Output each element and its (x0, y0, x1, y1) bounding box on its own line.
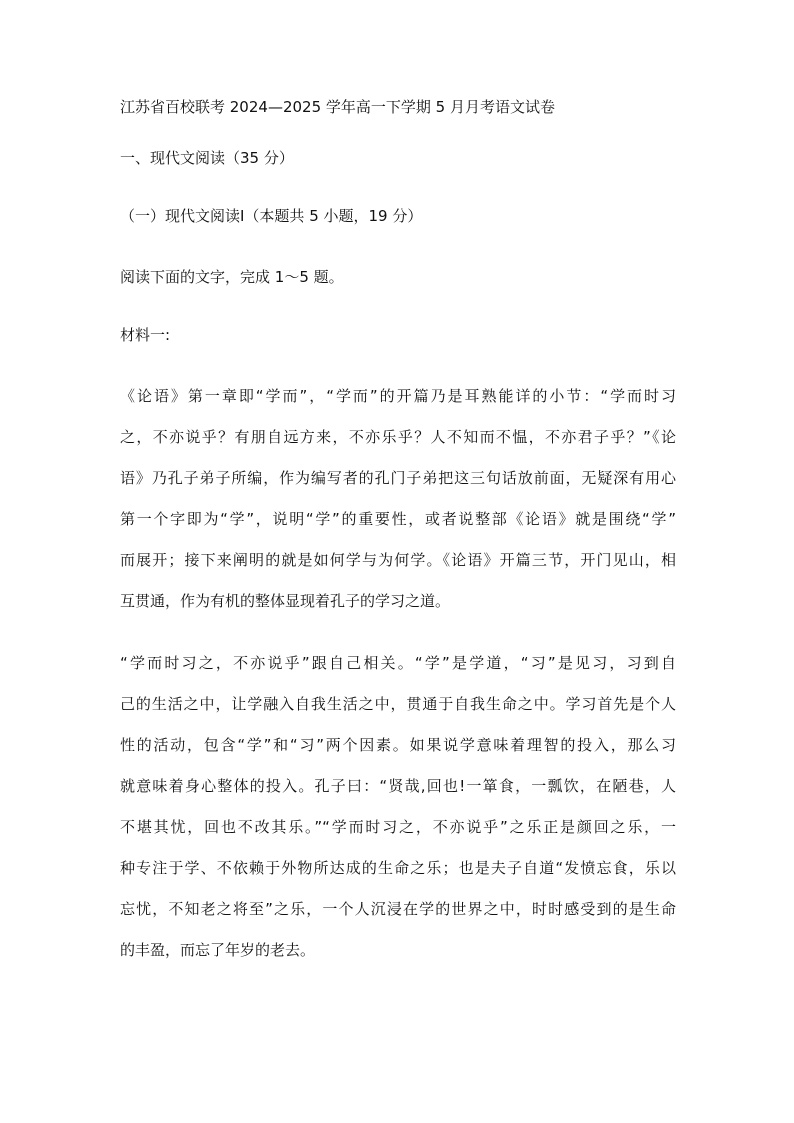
paragraph-line: “学而时习之，不亦说乎”跟自己相关。“学”是学道，“习”是见习，习到自 (120, 654, 676, 672)
instruction-text: 阅读下面的文字，完成 1～5 题。 (120, 268, 344, 286)
paragraph-line: 的丰盈，而忘了年岁的老去。 (120, 941, 316, 959)
paragraph-line: 就意味着身心整体的投入。孔子曰：“贤哉,回也!一箪食，一瓢饮，在陋巷，人 (120, 777, 676, 795)
paragraph-line: 互贯通，作为有机的整体显现着孔子的学习之道。 (120, 592, 451, 610)
paragraph-line: 性的活动，包含“学”和“习”两个因素。如果说学意味着理智的投入，那么习 (120, 736, 676, 754)
paragraph-line: 而展开；接下来阐明的就是如何学与为何学。《论语》开篇三节，开门见山，相 (120, 551, 676, 569)
paragraph-line: 忘忧，不知老之将至”之乐，一个人沉浸在学的世界之中，时时感受到的是生命 (120, 900, 676, 918)
document-title: 江苏省百校联考 2024—2025 学年高一下学期 5 月月考语文试卷 (120, 98, 555, 116)
paragraph-line: 《论语》第一章即“学而”，“学而”的开篇乃是耳熟能详的小节：“学而时习 (120, 387, 676, 405)
paragraph-2 (120, 653, 676, 981)
paragraph-line: 种专注于学、不依赖于外物所达成的生命之乐；也是夫子自道“发愤忘食，乐以 (120, 859, 676, 877)
paragraph-line: 己的生活之中，让学融入自我生活之中，贯通于自我生命之中。学习首先是个人 (120, 695, 676, 713)
material-label: 材料一: (120, 326, 171, 344)
subsection-heading: （一）现代文阅读Ⅰ（本题共 5 小题，19 分） (120, 207, 423, 225)
paragraph-line: 第一个字即为“学”，说明“学”的重要性，或者说整部《论语》就是围绕“学” (120, 510, 676, 528)
paragraph-line: 语》乃孔子弟子所编，作为编写者的孔门子弟把这三句话放前面，无疑深有用心 (120, 469, 676, 487)
paragraph-1 (120, 386, 676, 632)
paragraph-line: 之，不亦说乎？有朋自远方来，不亦乐乎？人不知而不愠，不亦君子乎？”《论 (120, 428, 676, 446)
section-heading: 一、现代文阅读（35 分） (120, 149, 294, 167)
paragraph-line: 不堪其忧，回也不改其乐。”“学而时习之，不亦说乎”之乐正是颜回之乐，一 (120, 818, 676, 836)
